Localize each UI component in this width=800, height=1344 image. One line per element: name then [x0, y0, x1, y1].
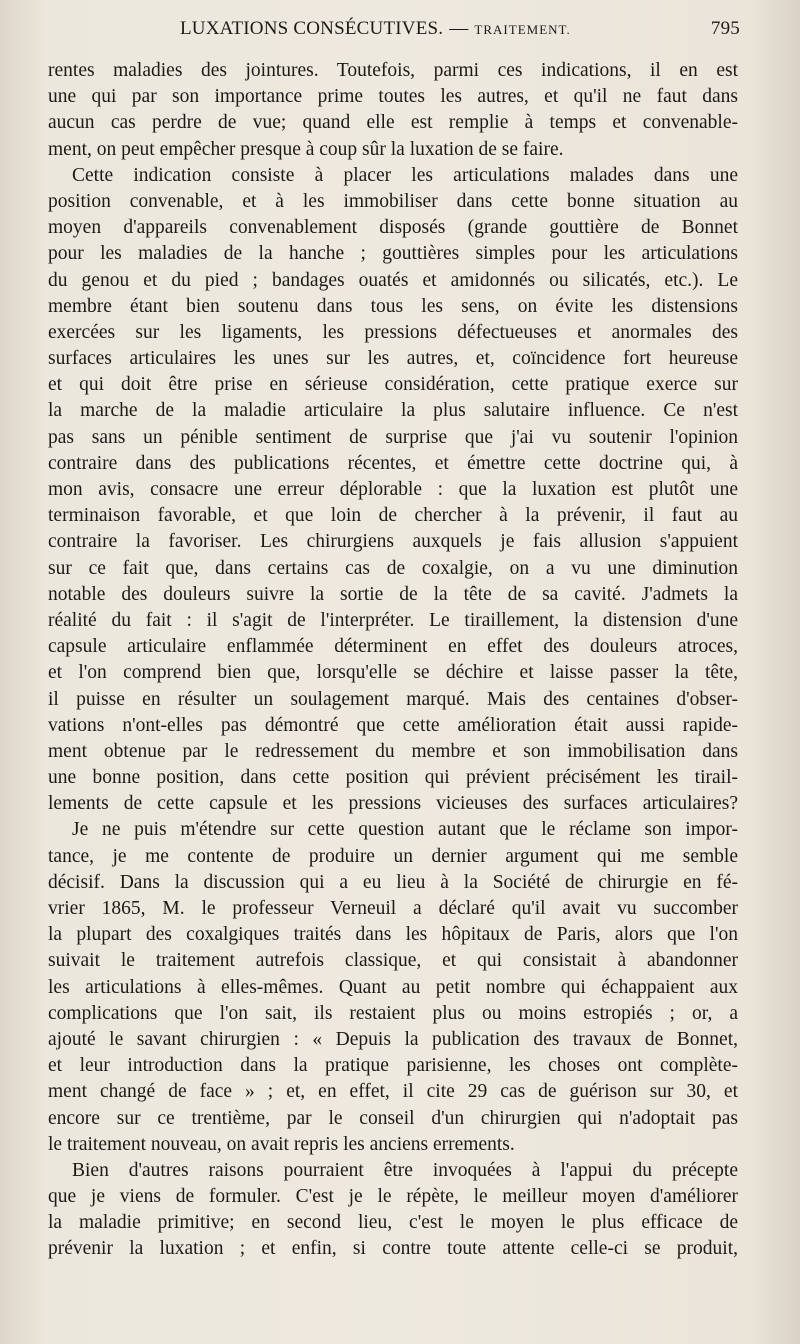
text-line: la maladie primitive; en second lieu, c'est le moyen le plus efficace de — [48, 1212, 738, 1234]
text-line: ment changé de face » ; et, en effet, il cite 29 cas de guérison sur 30, et — [48, 1081, 738, 1103]
header-subtitle: TRAITEMENT. — [474, 22, 571, 37]
text-line: une bonne position, dans cette position qui prévient précisément les tirail- — [48, 767, 738, 789]
text-line: contraire la favoriser. Les chirurgiens auxquels je fais allusion s'appuient — [48, 531, 738, 553]
page-number: 795 — [710, 18, 740, 39]
text-line: rentes maladies des jointures. Toutefois, parmi ces indications, il en est — [48, 60, 738, 81]
text-line: pas sans un pénible sentiment de surprise que j'ai vu soutenir l'opinion — [48, 426, 738, 448]
text-line: vrier 1865, M. le professeur Verneuil a déclaré qu'il avait vu succomber — [48, 898, 738, 919]
text-line: ment, on peut empêcher presque à coup sûr la luxation de se faire. — [48, 138, 564, 160]
text-line: contraire dans des publications récentes, et émettre cette doctrine qui, à — [48, 452, 738, 474]
header-dash: — — [449, 18, 469, 39]
text-line: position convenable, et à les immobiliser dans cette bonne situation au — [48, 190, 738, 212]
text-line: aucun cas perdre de vue; quand elle est remplie à temps et convenable- — [48, 112, 738, 134]
text-line: encore sur ce trentième, par le conseil d'un chirurgien qui n'adoptait pas — [48, 1107, 738, 1129]
text-line: pour les maladies de la hanche ; gouttières simples pour les articulations — [48, 243, 738, 265]
text-line: capsule articulaire enflammée déterminent en effet des douleurs atroces, — [48, 636, 738, 658]
text-line: Bien d'autres raisons pourraient être invoquées à l'appui du précepte — [72, 1159, 738, 1181]
text-line: les articulations à elles-mêmes. Quant au petit nombre qui échappaient aux — [48, 976, 738, 998]
text-line: mon avis, consacre une erreur déplorable : que la luxation est plutôt une — [48, 479, 738, 500]
text-line: le traitement nouveau, on avait repris les anciens errements. — [48, 1133, 515, 1155]
text-line: membre étant bien soutenu dans tous les sens, on évite les distensions — [48, 295, 738, 317]
text-line: décisif. Dans la discussion qui a eu lieu à la Société de chirurgie en fé- — [48, 871, 738, 893]
body-text — [48, 58, 738, 1263]
text-line: exercées sur les ligaments, les pressions défectueuses et anormales des — [48, 321, 738, 343]
text-line: du genou et du pied ; bandages ouatés et amidonnés ou silicatés, etc.). Le — [48, 269, 738, 291]
text-line: prévenir la luxation ; et enfin, si contre toute attente celle-ci se produit, — [48, 1238, 738, 1260]
text-line: réalité du fait : il s'agit de l'interpréter. Le tiraillement, la distension d'une — [48, 609, 738, 631]
text-line: et qui doit être prise en sérieuse considération, cette pratique exerce sur — [48, 374, 738, 396]
text-line: la plupart des coxalgiques traités dans les hôpitaux de Paris, alors que l'on — [48, 924, 738, 946]
text-line: moyen d'appareils convenablement disposés (grande gouttière de Bonnet — [48, 217, 738, 239]
text-line: complications que l'on sait, ils restaient plus ou moins estropiés ; or, a — [48, 1002, 738, 1024]
text-line: suivait le traitement autrefois classique, et qui consistait à abandonner — [48, 950, 738, 972]
text-line: et leur introduction dans la pratique parisienne, les choses ont complète- — [48, 1055, 738, 1077]
header-title: LUXATIONS CONSÉCUTIVES. — [180, 18, 444, 39]
text-line: vations n'ont-elles pas démontré que cette amélioration était aussi rapide- — [48, 714, 738, 736]
text-line: Cette indication consiste à placer les articulations malades dans une — [72, 164, 738, 186]
text-line: surfaces articulaires les unes sur les autres, et, coïncidence fort heureuse — [48, 348, 738, 370]
text-line: tance, je me contente de produire un dernier argument qui me semble — [48, 845, 738, 867]
text-line: que je viens de formuler. C'est je le répète, le meilleur moyen d'améliorer — [48, 1186, 738, 1208]
text-line: sur ce fait que, dans certains cas de coxalgie, on a vu une diminution — [48, 557, 738, 579]
text-line: Je ne puis m'étendre sur cette question autant que le réclame son impor- — [72, 819, 738, 841]
text-line: notable des douleurs suivre la sortie de la tête de sa cavité. J'admets la — [48, 583, 738, 605]
text-line: ment obtenue par le redressement du membre et son immobilisation dans — [48, 740, 738, 762]
text-line: il puisse en résulter un soulagement marqué. Mais des centaines d'obser- — [48, 688, 738, 710]
text-line: lements de cette capsule et les pressions vicieuses des surfaces articulaires? — [48, 793, 738, 815]
running-title — [180, 18, 571, 40]
text-line: terminaison favorable, et que loin de chercher à la prévenir, il faut au — [48, 505, 738, 527]
running-header — [40, 18, 740, 46]
text-line: et l'on comprend bien que, lorsqu'elle se déchire et laisse passer la tête, — [48, 662, 738, 684]
text-line: une qui par son importance prime toutes les autres, et qu'il ne faut dans — [48, 86, 738, 108]
text-line: la marche de la maladie articulaire la plus salutaire influence. Ce n'est — [48, 400, 738, 422]
text-line: ajouté le savant chirurgien : « Depuis la publication des travaux de Bonnet, — [48, 1028, 738, 1050]
